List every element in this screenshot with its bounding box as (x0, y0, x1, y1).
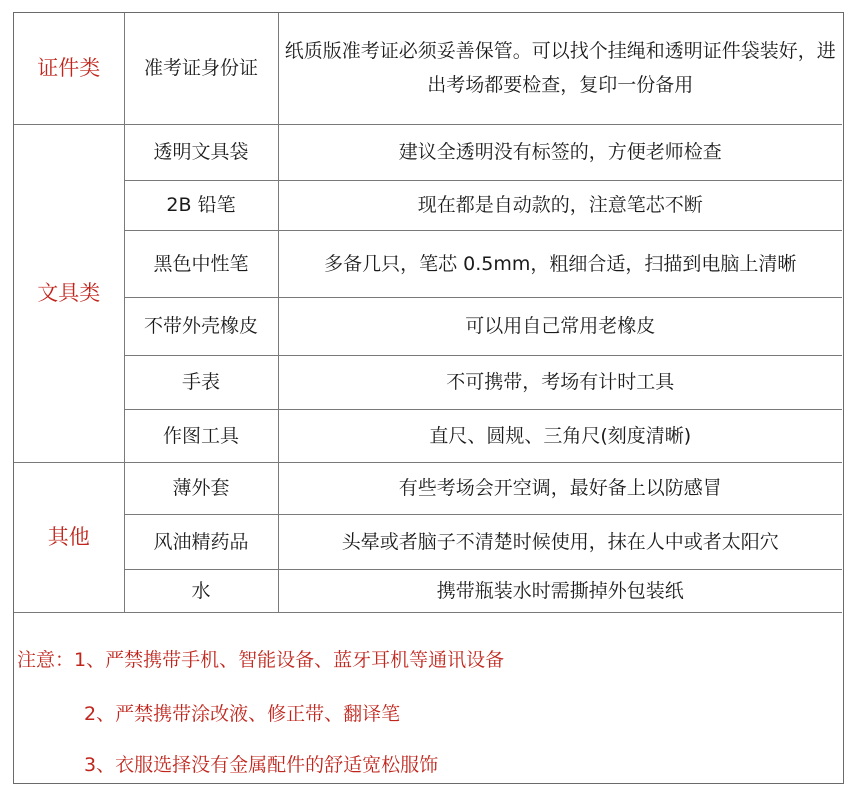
table-row (14, 409, 842, 462)
table-row (14, 13, 842, 124)
item-cell: 黑色中性笔 (124, 230, 278, 297)
description-cell: 可以用自己常用老橡皮 (278, 297, 842, 355)
item-cell: 2B 铅笔 (124, 180, 278, 230)
table-row (14, 124, 842, 180)
description-cell: 建议全透明没有标签的，方便老师检查 (278, 124, 842, 180)
description-cell: 头晕或者脑子不清楚时候使用，抹在人中或者太阳穴 (278, 514, 842, 569)
item-cell: 薄外套 (124, 462, 278, 514)
table-row (14, 462, 842, 514)
table-row (14, 230, 842, 297)
item-cell: 不带外壳橡皮 (124, 297, 278, 355)
table-row (14, 514, 842, 569)
description-cell: 不可携带，考场有计时工具 (278, 355, 842, 409)
table-row (14, 355, 842, 409)
item-cell: 透明文具袋 (124, 124, 278, 180)
exam-items-table (14, 13, 842, 613)
notes-section (14, 612, 842, 785)
table-row (14, 569, 842, 612)
item-cell: 准考证身份证 (124, 13, 278, 124)
note-line-3: 3、衣服选择没有金属配件的舒适宽松服饰 (84, 754, 439, 776)
item-cell: 手表 (124, 355, 278, 409)
category-cell: 文具类 (14, 124, 124, 462)
item-cell: 风油精药品 (124, 514, 278, 569)
description-cell: 纸质版准考证必须妥善保管。可以找个挂绳和透明证件袋装好，进出考场都要检查，复印一份备用 (278, 13, 842, 124)
description-cell: 携带瓶装水时需撕掉外包装纸 (278, 569, 842, 612)
note-line-1: 注意：1、严禁携带手机、智能设备、蓝牙耳机等通讯设备 (17, 649, 505, 671)
description-cell: 直尺、圆规、三角尺(刻度清晰) (278, 409, 842, 462)
item-cell: 水 (124, 569, 278, 612)
category-cell: 证件类 (14, 13, 124, 124)
description-cell: 现在都是自动款的，注意笔芯不断 (278, 180, 842, 230)
table-row (14, 297, 842, 355)
note-line-2: 2、严禁携带涂改液、修正带、翻译笔 (84, 703, 401, 725)
checklist-sheet (13, 12, 844, 784)
category-cell: 其他 (14, 462, 124, 612)
description-cell: 多备几只，笔芯 0.5mm，粗细合适，扫描到电脑上清晰 (278, 230, 842, 297)
table-row (14, 180, 842, 230)
item-cell: 作图工具 (124, 409, 278, 462)
description-cell: 有些考场会开空调，最好备上以防感冒 (278, 462, 842, 514)
